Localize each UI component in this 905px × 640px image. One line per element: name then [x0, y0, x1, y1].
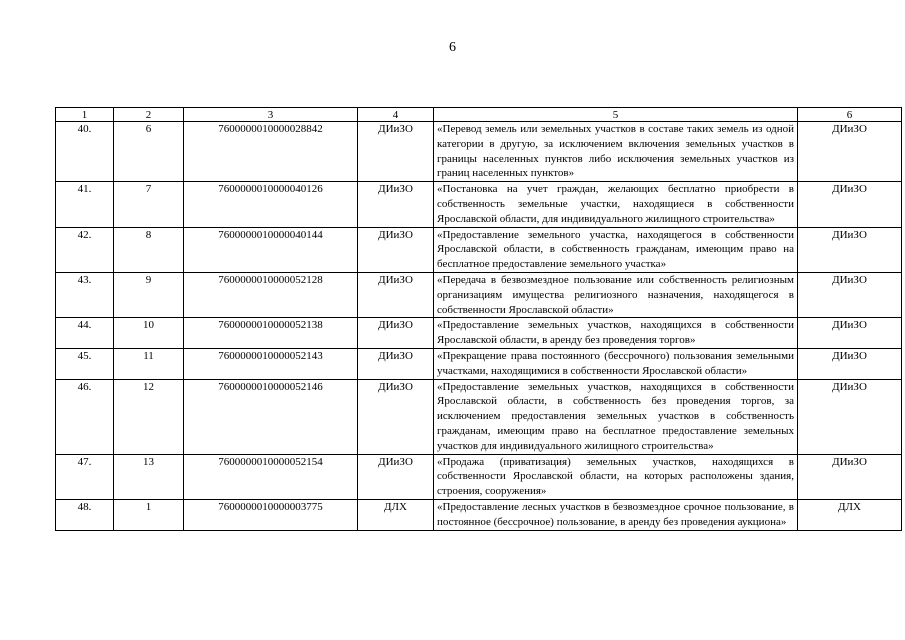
- service-name: «Предоставление лесных участков в безвозмездное срочное пользование, в постоянное (бессрочное) пользование, в аренду без проведения аукциона»: [434, 499, 798, 530]
- table-row: [56, 318, 902, 349]
- executor: ДИиЗО: [798, 122, 902, 182]
- service-code: 7600000010000052138: [184, 318, 358, 349]
- row-number: 48.: [56, 499, 114, 530]
- table-row: [56, 227, 902, 272]
- service-name: «Постановка на учет граждан, желающих бесплатно приобрести в собственность земельные участки, находящиеся в собственности Ярославской области, для индивидуального жилищного строительства»: [434, 182, 798, 227]
- column-header: 1: [56, 108, 114, 122]
- service-code: 7600000010000052154: [184, 454, 358, 499]
- row-number: 45.: [56, 348, 114, 379]
- service-name: «Прекращение права постоянного (бессрочного) пользования земельными участками, находящимися в собственности Ярославской области»: [434, 348, 798, 379]
- sub-number: 10: [114, 318, 184, 349]
- executor: ДИиЗО: [798, 379, 902, 454]
- table-row: [56, 182, 902, 227]
- table-row: [56, 272, 902, 317]
- service-code: 7600000010000052143: [184, 348, 358, 379]
- department: ДИиЗО: [358, 348, 434, 379]
- executor: ДИиЗО: [798, 454, 902, 499]
- executor: ДИиЗО: [798, 348, 902, 379]
- table-row: [56, 454, 902, 499]
- sub-number: 11: [114, 348, 184, 379]
- sub-number: 9: [114, 272, 184, 317]
- page-number: 6: [449, 40, 456, 55]
- row-number: 41.: [56, 182, 114, 227]
- executor: ДИиЗО: [798, 318, 902, 349]
- executor: ДИиЗО: [798, 272, 902, 317]
- services-table: [55, 107, 902, 531]
- row-number: 47.: [56, 454, 114, 499]
- column-header: 5: [434, 108, 798, 122]
- row-number: 42.: [56, 227, 114, 272]
- department: ДИиЗО: [358, 122, 434, 182]
- column-header: 6: [798, 108, 902, 122]
- service-name: «Предоставление земельных участков, находящихся в собственности Ярославской области, в аренду без проведения торгов»: [434, 318, 798, 349]
- service-code: 7600000010000052146: [184, 379, 358, 454]
- department: ДИиЗО: [358, 227, 434, 272]
- service-name: «Предоставление земельных участков, находящихся в собственности Ярославской области, в собственность без проведения торгов, за исключением предоставления земельных участков в собственность гражданам, имеющим право на бесплатное предоставление земельных участков для индивидуального жилищного строительства»: [434, 379, 798, 454]
- department: ДЛХ: [358, 499, 434, 530]
- sub-number: 7: [114, 182, 184, 227]
- row-number: 46.: [56, 379, 114, 454]
- department: ДИиЗО: [358, 454, 434, 499]
- department: ДИиЗО: [358, 379, 434, 454]
- service-code: 7600000010000052128: [184, 272, 358, 317]
- sub-number: 8: [114, 227, 184, 272]
- executor: ДЛХ: [798, 499, 902, 530]
- service-name: «Предоставление земельного участка, находящегося в собственности Ярославской области, в собственность гражданам, имеющим право на бесплатное предоставление земельного участка»: [434, 227, 798, 272]
- sub-number: 13: [114, 454, 184, 499]
- row-number: 44.: [56, 318, 114, 349]
- service-name: «Передача в безвозмездное пользование или собственность религиозным организациям имущества религиозного назначения, находящегося в собственности Ярославской области»: [434, 272, 798, 317]
- table-row: [56, 379, 902, 454]
- department: ДИиЗО: [358, 272, 434, 317]
- column-header: 4: [358, 108, 434, 122]
- service-name: «Продажа (приватизация) земельных участков, находящихся в собственности Ярославской области, на которых расположены здания, строения, сооружения»: [434, 454, 798, 499]
- column-header: 2: [114, 108, 184, 122]
- sub-number: 6: [114, 122, 184, 182]
- column-header: 3: [184, 108, 358, 122]
- table-row: [56, 122, 902, 182]
- table-row: [56, 348, 902, 379]
- department: ДИиЗО: [358, 318, 434, 349]
- service-code: 7600000010000003775: [184, 499, 358, 530]
- table-row: [56, 499, 902, 530]
- executor: ДИиЗО: [798, 182, 902, 227]
- service-code: 7600000010000040126: [184, 182, 358, 227]
- service-code: 7600000010000028842: [184, 122, 358, 182]
- sub-number: 1: [114, 499, 184, 530]
- row-number: 43.: [56, 272, 114, 317]
- sub-number: 12: [114, 379, 184, 454]
- table-header-row: [56, 108, 902, 122]
- service-code: 7600000010000040144: [184, 227, 358, 272]
- row-number: 40.: [56, 122, 114, 182]
- service-name: «Перевод земель или земельных участков в составе таких земель из одной категории в другую, за исключением включения земельных участков в границы населенных пунктов либо исключения земельных участков из границ населенных пунктов»: [434, 122, 798, 182]
- executor: ДИиЗО: [798, 227, 902, 272]
- department: ДИиЗО: [358, 182, 434, 227]
